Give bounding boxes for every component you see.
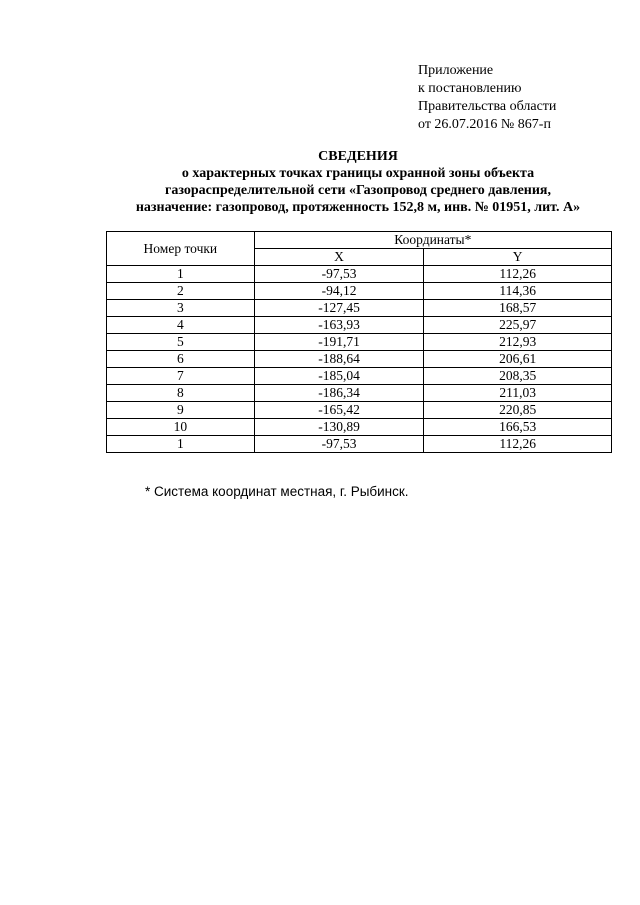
- heading-line: назначение: газопровод, протяженность 152,8 м, инв. № 01951, лит. А»: [135, 200, 581, 215]
- cell-x: -127,45: [254, 300, 424, 317]
- table-row: [107, 402, 612, 419]
- cell-x: -94,12: [254, 283, 424, 300]
- cell-y: 225,97: [424, 317, 612, 334]
- cell-point: 1: [107, 266, 255, 283]
- cell-point: 9: [107, 402, 255, 419]
- cell-y: 212,93: [424, 334, 612, 351]
- appendix-line: Правительства области: [418, 99, 557, 114]
- cell-x: -191,71: [254, 334, 424, 351]
- heading-title: СВЕДЕНИЯ: [318, 149, 398, 164]
- cell-y: 211,03: [424, 385, 612, 402]
- table-row: [107, 436, 612, 453]
- footnote: * Система координат местная, г. Рыбинск.: [145, 484, 409, 499]
- cell-y: 166,53: [424, 419, 612, 436]
- cell-point: 5: [107, 334, 255, 351]
- cell-x: -185,04: [254, 368, 424, 385]
- table-row: [107, 351, 612, 368]
- appendix-block: [418, 62, 556, 134]
- header-x: X: [254, 249, 424, 266]
- coordinates-table: [106, 231, 612, 453]
- cell-point: 2: [107, 283, 255, 300]
- appendix-line: от 26.07.2016 № 867-п: [418, 117, 551, 132]
- cell-x: -130,89: [254, 419, 424, 436]
- cell-y: 208,35: [424, 368, 612, 385]
- cell-point: 4: [107, 317, 255, 334]
- table-row: [107, 419, 612, 436]
- cell-y: 220,85: [424, 402, 612, 419]
- table-row: [107, 334, 612, 351]
- table-row: [107, 317, 612, 334]
- heading-line: газораспределительной сети «Газопровод среднего давления,: [164, 183, 552, 198]
- cell-point: 10: [107, 419, 255, 436]
- cell-point: 1: [107, 436, 255, 453]
- cell-y: 168,57: [424, 300, 612, 317]
- table-header-row: [107, 232, 612, 249]
- header-coordinates: Координаты*: [254, 232, 611, 249]
- cell-point: 6: [107, 351, 255, 368]
- table-row: [107, 385, 612, 402]
- cell-y: 112,26: [424, 266, 612, 283]
- document-heading: [80, 148, 636, 216]
- cell-x: -97,53: [254, 266, 424, 283]
- cell-x: -163,93: [254, 317, 424, 334]
- table-row: [107, 283, 612, 300]
- cell-x: -165,42: [254, 402, 424, 419]
- header-point-number: Номер точки: [107, 232, 255, 266]
- appendix-line: к постановлению: [418, 81, 522, 96]
- cell-y: 112,26: [424, 436, 612, 453]
- cell-x: -97,53: [254, 436, 424, 453]
- cell-x: -188,64: [254, 351, 424, 368]
- cell-point: 8: [107, 385, 255, 402]
- cell-y: 206,61: [424, 351, 612, 368]
- cell-x: -186,34: [254, 385, 424, 402]
- cell-y: 114,36: [424, 283, 612, 300]
- cell-point: 7: [107, 368, 255, 385]
- table-row: [107, 266, 612, 283]
- heading-line: о характерных точках границы охранной зоны объекта: [181, 166, 535, 181]
- cell-point: 3: [107, 300, 255, 317]
- table-row: [107, 368, 612, 385]
- header-y: Y: [424, 249, 612, 266]
- table-body: [107, 266, 612, 453]
- table-row: [107, 300, 612, 317]
- appendix-line: Приложение: [418, 63, 494, 78]
